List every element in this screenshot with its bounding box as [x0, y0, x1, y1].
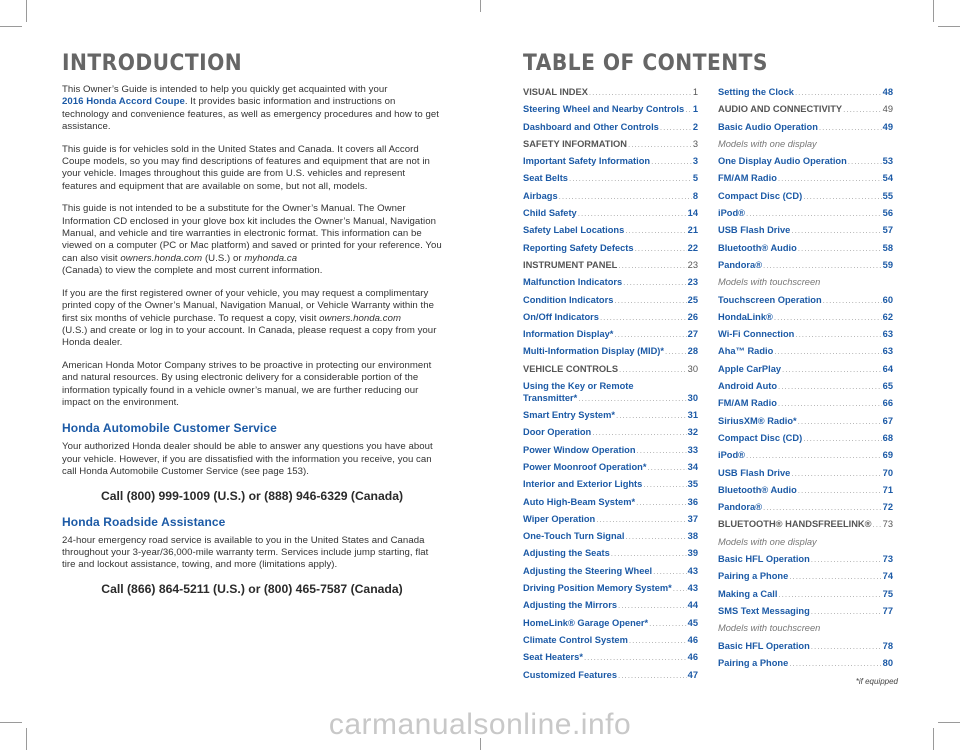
- toc-entry-title: On/Off Indicators: [523, 311, 599, 322]
- toc-entry-page: 72: [882, 502, 893, 513]
- toc-entry-page: 57: [882, 225, 893, 236]
- toc-entry[interactable]: [523, 326, 698, 343]
- toc-entry-page: 65: [882, 381, 893, 392]
- toc-entry[interactable]: [523, 649, 698, 666]
- dot-leader: [614, 292, 686, 309]
- dot-leader: [819, 119, 882, 136]
- toc-entry-page: 55: [882, 190, 893, 201]
- dot-leader: [763, 499, 882, 516]
- toc-entry-title: Compact Disc (CD): [718, 190, 803, 201]
- dot-leader: [791, 222, 881, 239]
- toc-entry-title: Transmitter*: [523, 393, 578, 404]
- toc-entry-title: Android Auto: [718, 381, 778, 392]
- dot-leader: [798, 240, 882, 257]
- dot-leader: [673, 580, 687, 597]
- toc-entry-title: Information Display*: [523, 329, 614, 340]
- toc-entry[interactable]: [718, 222, 893, 239]
- toc-entry[interactable]: [523, 580, 698, 597]
- toc-entry[interactable]: [523, 459, 698, 476]
- toc-entry[interactable]: [523, 545, 698, 562]
- toc-entry[interactable]: [523, 494, 698, 511]
- dot-leader: [803, 188, 881, 205]
- toc-subheading: [718, 274, 893, 291]
- dot-leader: [611, 545, 687, 562]
- dot-leader: [795, 84, 882, 101]
- dot-leader: [660, 119, 692, 136]
- toc-entry[interactable]: [718, 240, 893, 257]
- toc-entry[interactable]: [718, 482, 893, 499]
- toc-section: [523, 361, 698, 378]
- dot-leader: [618, 257, 686, 274]
- toc-entry-title: Using the Key or Remote: [523, 381, 634, 392]
- toc-entry-title: SAFETY INFORMATION: [523, 138, 627, 149]
- toc-entry-page: 26: [687, 311, 698, 322]
- toc-entry-title: Wiper Operation: [523, 513, 596, 524]
- toc-entry[interactable]: [718, 205, 893, 222]
- toc-entry-title: BLUETOOTH® HANDSFREELINK®: [718, 519, 872, 530]
- toc-entry-title: USB Flash Drive: [718, 225, 791, 236]
- toc-entry-page: 64: [882, 363, 893, 374]
- toc-entry-page: 73: [882, 554, 893, 565]
- toc-entry[interactable]: [718, 188, 893, 205]
- toc-entry[interactable]: [523, 632, 698, 649]
- dot-leader: [811, 603, 882, 620]
- toc-entry-page: 22: [687, 242, 698, 253]
- toc-entry[interactable]: [718, 84, 893, 101]
- toc-heading: TABLE OF CONTENTS: [523, 51, 768, 76]
- introduction-section: [62, 52, 442, 608]
- dot-leader: [778, 378, 882, 395]
- toc-entry[interactable]: [523, 528, 698, 545]
- dot-leader: [778, 170, 882, 187]
- toc-entry-title: Customized Features: [523, 669, 618, 680]
- dot-leader: [798, 413, 882, 430]
- toc-entry-title: HondaLink®: [718, 311, 773, 322]
- toc-entry-title: Auto High-Beam System*: [523, 496, 636, 507]
- toc-entry-title: iPod®: [718, 450, 745, 461]
- toc-entry-title: SMS Text Messaging: [718, 605, 810, 616]
- toc-entry-page: 35: [687, 479, 698, 490]
- dot-leader: [789, 655, 881, 672]
- toc-entry-title: FM/AM Radio: [718, 398, 777, 409]
- toc-entry-title: Making a Call: [718, 588, 778, 599]
- toc-entry-title: Pandora®: [718, 259, 763, 270]
- toc-entry-title: Multi-Information Display (MID)*: [523, 346, 664, 357]
- dot-leader: [614, 326, 686, 343]
- dot-leader: [584, 649, 687, 666]
- toc-entry-title: Safety Label Locations: [523, 225, 625, 236]
- dot-leader: [578, 393, 686, 405]
- toc-entry-page: 43: [687, 565, 698, 576]
- toc-entry-page: 69: [882, 450, 893, 461]
- toc-entry-page: 54: [882, 173, 893, 184]
- toc-entry[interactable]: [523, 170, 698, 187]
- toc-entry[interactable]: [523, 563, 698, 580]
- toc-entry-page: 62: [882, 311, 893, 322]
- owners-link[interactable]: owners.honda.com: [120, 252, 203, 264]
- toc-entry-page: 23: [687, 277, 698, 288]
- toc-subheading: [718, 136, 893, 153]
- toc-entry-page: 3: [692, 156, 698, 167]
- toc-entry[interactable]: [523, 119, 698, 136]
- dot-leader: [798, 482, 882, 499]
- toc-entry-page: 70: [882, 467, 893, 478]
- toc-entry-page: 45: [687, 617, 698, 628]
- dot-leader: [823, 292, 882, 309]
- toc-entry-page: 33: [687, 444, 698, 455]
- dot-leader: [665, 343, 687, 360]
- toc-entry[interactable]: [718, 378, 893, 395]
- intro-paragraph-4: If you are the first registered owner of your vehicle, you may request a complimentary printed copy of the Owner’s Manual, Navigation Manual, or Vehicle Warranty within the first six months of vehicle purchase. To request a copy, visit owners.honda.com (U.S.) and create or log in to your account. In Canada, please request a copy from your Honda dealer.: [62, 287, 437, 349]
- toc-entry[interactable]: [718, 170, 893, 187]
- toc-entry[interactable]: [718, 343, 893, 360]
- toc-entry-title: Power Window Operation: [523, 444, 636, 455]
- toc-entry[interactable]: [718, 153, 893, 170]
- toc-entry-page: 5: [692, 173, 698, 184]
- toc-entry[interactable]: [523, 309, 698, 326]
- toc-entry[interactable]: [718, 395, 893, 412]
- dot-leader: [619, 361, 687, 378]
- crop-mark: [938, 26, 960, 27]
- toc-entry-page: 30: [687, 393, 698, 404]
- toc-entry-title: Seat Belts: [523, 173, 568, 184]
- dot-leader: [791, 465, 881, 482]
- toc-entry-title: Power Moonroof Operation*: [523, 461, 647, 472]
- crop-mark: [0, 26, 22, 27]
- dot-leader: [873, 516, 882, 533]
- toc-entry-title: Basic HFL Operation: [718, 554, 810, 565]
- dot-leader: [685, 101, 692, 118]
- toc-entry-page: 2: [692, 121, 698, 132]
- toc-entry-title: Important Safety Information: [523, 156, 651, 167]
- toc-entry[interactable]: [523, 424, 698, 441]
- toc-entry[interactable]: [523, 153, 698, 170]
- toc-entry[interactable]: [523, 511, 698, 528]
- toc-entry-title: INSTRUMENT PANEL: [523, 259, 618, 270]
- dot-leader: [746, 447, 882, 464]
- toc-entry-page: 46: [687, 634, 698, 645]
- toc-entry[interactable]: [718, 586, 893, 603]
- dot-leader: [600, 309, 687, 326]
- intro-paragraph-1: This Owner’s Guide is intended to help you quickly get acquainted with your 2016 Honda Accord Coupe. It provides basic information and instructions on technology and convenience features, as well as emergency procedures and how to get assistance.: [62, 84, 439, 133]
- dot-leader: [811, 638, 882, 655]
- toc-entry-page: 66: [882, 398, 893, 409]
- toc-entry-title: Pandora®: [718, 502, 763, 513]
- toc-entry[interactable]: [718, 551, 893, 568]
- dot-leader: [625, 222, 686, 239]
- dot-leader: [635, 240, 687, 257]
- toc-entry-title: Airbags: [523, 190, 558, 201]
- toc-entry-title: Dashboard and Other Controls: [523, 121, 659, 132]
- intro-heading: INTRODUCTION: [62, 51, 243, 76]
- toc-entry-title: Adjusting the Seats: [523, 548, 610, 559]
- toc-entry-page: 73: [882, 519, 893, 530]
- toc-entry-title: Models with touchscreen: [718, 623, 821, 634]
- model-name: 2016 Honda Accord Coupe: [62, 96, 185, 108]
- toc-entry-page: 49: [882, 121, 893, 132]
- dot-leader: [782, 361, 882, 378]
- toc-entry-page: 31: [687, 410, 698, 421]
- toc-entry-page: 8: [692, 190, 698, 201]
- dot-leader: [774, 343, 881, 360]
- toc-entry-title: Steering Wheel and Nearby Controls: [523, 104, 685, 115]
- dot-leader: [618, 667, 687, 684]
- toc-entry-page: 30: [687, 363, 698, 374]
- toc-entry[interactable]: [718, 309, 893, 326]
- footnote: *if equipped: [855, 677, 898, 686]
- toc-entry-page: 49: [882, 104, 893, 115]
- toc-entry-page: 3: [692, 138, 698, 149]
- toc-entry-title: Basic Audio Operation: [718, 121, 818, 132]
- dot-leader: [795, 326, 881, 343]
- myhonda-link[interactable]: myhonda.ca: [244, 252, 298, 264]
- toc-entry-page: 14: [687, 208, 698, 219]
- toc-section: [718, 101, 893, 118]
- toc-entry-title: AUDIO AND CONNECTIVITY: [718, 104, 843, 115]
- crop-mark: [933, 0, 934, 22]
- dot-leader: [569, 170, 692, 187]
- toc-entry-title: One-Touch Turn Signal: [523, 531, 625, 542]
- toc-entry[interactable]: [523, 101, 698, 118]
- toc-entry-title: Basic HFL Operation: [718, 640, 810, 651]
- dot-leader: [592, 424, 686, 441]
- dot-leader: [625, 528, 686, 545]
- dot-leader: [803, 430, 881, 447]
- watermark: carmanualsonline.info: [328, 708, 632, 741]
- dot-leader: [578, 205, 687, 222]
- toc-entry-page: 23: [687, 259, 698, 270]
- toc-entry-title: Compact Disc (CD): [718, 432, 803, 443]
- toc-entry[interactable]: [718, 638, 893, 655]
- dot-leader: [789, 568, 881, 585]
- toc-entry-title: One Display Audio Operation: [718, 156, 847, 167]
- crop-mark: [26, 0, 27, 22]
- dot-leader: [636, 494, 687, 511]
- toc-entry-title: Touchscreen Operation: [718, 294, 822, 305]
- dot-leader: [778, 395, 882, 412]
- customer-service-heading: Honda Automobile Customer Service: [62, 421, 277, 436]
- toc-entry-page: 48: [882, 87, 893, 97]
- toc-entry-title: Adjusting the Mirrors: [523, 600, 618, 611]
- toc-entry-title: Pairing a Phone: [718, 571, 789, 582]
- toc-entry-title: Apple CarPlay: [718, 363, 782, 374]
- toc-entry-page: 67: [882, 415, 893, 426]
- toc-section: [523, 136, 698, 153]
- toc-entry[interactable]: [718, 292, 893, 309]
- toc-entry-title: Condition Indicators: [523, 294, 614, 305]
- toc-entry-page: 56: [882, 208, 893, 219]
- toc-column-2: [718, 84, 893, 684]
- toc-entry-page: 34: [687, 461, 698, 472]
- toc-entry-page: 63: [882, 346, 893, 357]
- toc-entry[interactable]: [523, 292, 698, 309]
- toc-entry-title: Wi-Fi Connection: [718, 329, 795, 340]
- dot-leader: [623, 274, 686, 291]
- toc-entry-page: 1: [692, 104, 698, 115]
- dot-leader: [763, 257, 882, 274]
- toc-entry-page: 37: [687, 513, 698, 524]
- dot-leader: [647, 459, 686, 476]
- toc-entry-title: Aha™ Radio: [718, 346, 774, 357]
- toc-section: [523, 257, 698, 274]
- toc-entry-title: Setting the Clock: [718, 87, 794, 97]
- toc-entry-page: 68: [882, 432, 893, 443]
- dot-leader: [618, 597, 687, 614]
- roadside-phone: Call (866) 864-5211 (U.S.) or (800) 465-7587 (Canada): [101, 581, 403, 596]
- toc-entry-page: 1: [692, 87, 698, 97]
- toc-entry-page: 75: [882, 588, 893, 599]
- toc-entry-title: Climate Control System: [523, 634, 628, 645]
- toc-entry-title: Interior and Exterior Lights: [523, 479, 643, 490]
- roadside-text: 24-hour emergency road service is available to you in the United States and Canada throughout your 3-year/36,000-mile warranty term. Services include jump starting, flat tire and lockout assistance, towing, and more (limitations apply).: [62, 534, 429, 571]
- toc-entry[interactable]: [523, 222, 698, 239]
- toc-entry-title: Pairing a Phone: [718, 657, 789, 668]
- toc-entry[interactable]: [718, 326, 893, 343]
- dot-leader: [811, 551, 882, 568]
- toc-entry[interactable]: [718, 603, 893, 620]
- toc-entry[interactable]: [718, 361, 893, 378]
- toc-entry-page: 60: [882, 294, 893, 305]
- toc-entry[interactable]: [523, 476, 698, 493]
- dot-leader: [774, 309, 882, 326]
- toc-entry-title: SiriusXM® Radio*: [718, 415, 797, 426]
- toc-entry-page: 58: [882, 242, 893, 253]
- toc-entry[interactable]: [523, 407, 698, 424]
- toc-entry-page: 28: [687, 346, 698, 357]
- toc-entry-page: 77: [882, 605, 893, 616]
- toc-entry[interactable]: [718, 119, 893, 136]
- toc-entry-page: 46: [687, 652, 698, 663]
- toc-entry[interactable]: [718, 257, 893, 274]
- toc-entry[interactable]: [718, 499, 893, 516]
- toc-entry-page: 25: [687, 294, 698, 305]
- toc-entry-title: Child Safety: [523, 208, 577, 219]
- dot-leader: [628, 136, 692, 153]
- toc-entry-title: Driving Position Memory System*: [523, 583, 672, 594]
- table-of-contents: [523, 52, 903, 684]
- dot-leader: [653, 563, 687, 580]
- toc-entry[interactable]: [718, 655, 893, 672]
- dot-leader: [559, 188, 692, 205]
- toc-entry[interactable]: [718, 568, 893, 585]
- toc-entry[interactable]: [523, 274, 698, 291]
- toc-entry-title: HomeLink® Garage Opener*: [523, 617, 649, 628]
- toc-section: [523, 84, 698, 101]
- dot-leader: [778, 586, 881, 603]
- toc-entry-title: Reporting Safety Defects: [523, 242, 634, 253]
- toc-entry-title: Malfunction Indicators: [523, 277, 623, 288]
- toc-entry-title: Models with one display: [718, 536, 817, 547]
- toc-entry-title: iPod®: [718, 208, 745, 219]
- toc-entry[interactable]: [523, 442, 698, 459]
- toc-entry-page: 63: [882, 329, 893, 340]
- toc-section: [718, 516, 893, 533]
- toc-subheading: [718, 534, 893, 551]
- intro-paragraph-5: American Honda Motor Company strives to be proactive in protecting our environment and natural resources. By using electronic delivery for a considerable portion of the information typically found in a vehicle owner’s manual, we are further reducing our impact on the environment.: [62, 359, 432, 408]
- dot-leader: [746, 205, 882, 222]
- toc-entry-page: 53: [882, 156, 893, 167]
- owners-link[interactable]: owners.honda.com: [319, 312, 402, 324]
- toc-entry[interactable]: [718, 430, 893, 447]
- dot-leader: [589, 84, 692, 101]
- toc-entry[interactable]: [523, 597, 698, 614]
- toc-entry[interactable]: [718, 447, 893, 464]
- intro-paragraph-2: This guide is for vehicles sold in the United States and Canada. It covers all Accord Coupe models, so you may find descriptions of features and equipment that are not in your vehicle. Images throughout this guide are from U.S. vehicles and represent features and equipment that are available on some, but not all, models.: [62, 143, 430, 192]
- toc-entry[interactable]: [523, 615, 698, 632]
- dot-leader: [629, 632, 687, 649]
- dot-leader: [643, 476, 686, 493]
- dot-leader: [637, 442, 687, 459]
- toc-entry-title: Bluetooth® Audio: [718, 242, 797, 253]
- crop-mark: [480, 0, 481, 12]
- toc-entry[interactable]: [523, 205, 698, 222]
- dot-leader: [596, 511, 686, 528]
- dot-leader: [616, 407, 687, 424]
- toc-entry[interactable]: [523, 378, 698, 407]
- toc-entry-title: Seat Heaters*: [523, 652, 583, 663]
- intro-paragraph-3: This guide is not intended to be a substitute for the Owner’s Manual. The Owner Information CD enclosed in your glove box kit includes the Owner’s Manual, Navigation Manual, and vehicle and tire warranties in electronic format. This information can be viewed on a computer (PC or Mac platform) and saved or printed for your reference. You can also visit owners.honda.com (U.S.) or myhonda.ca (Canada) to view the complete and most current information.: [62, 203, 442, 277]
- dot-leader: [651, 153, 692, 170]
- toc-entry-page: 47: [687, 669, 698, 680]
- toc-entry-page: 21: [687, 225, 698, 236]
- toc-entry-page: 71: [882, 484, 893, 495]
- toc-entry-page: 43: [687, 583, 698, 594]
- toc-entry[interactable]: [523, 667, 698, 684]
- dot-leader: [649, 615, 686, 632]
- toc-entry-title: Adjusting the Steering Wheel: [523, 565, 653, 576]
- toc-entry[interactable]: [718, 413, 893, 430]
- toc-entry-title: Door Operation: [523, 427, 592, 438]
- toc-subheading: [718, 620, 893, 637]
- toc-entry-title: Smart Entry System*: [523, 410, 615, 421]
- toc-entry-page: 39: [687, 548, 698, 559]
- toc-entry-title: Bluetooth® Audio: [718, 484, 797, 495]
- toc-entry-title: Models with touchscreen: [718, 277, 821, 288]
- toc-entry-title: Models with one display: [718, 138, 817, 149]
- toc-entry-page: 38: [687, 531, 698, 542]
- toc-entry-page: 80: [882, 657, 893, 668]
- toc-entry-page: 59: [882, 259, 893, 270]
- toc-entry-page: 78: [882, 640, 893, 651]
- dot-leader: [843, 101, 882, 118]
- toc-entry[interactable]: [523, 343, 698, 360]
- toc-entry-page: 32: [687, 427, 698, 438]
- toc-entry-page: 36: [687, 496, 698, 507]
- toc-entry-title: USB Flash Drive: [718, 467, 791, 478]
- customer-service-phone: Call (800) 999-1009 (U.S.) or (888) 946-6329 (Canada): [100, 488, 404, 503]
- toc-column-1: [523, 84, 698, 684]
- toc-entry-page: 44: [687, 600, 698, 611]
- toc-entry-page: 27: [687, 329, 698, 340]
- customer-service-text: Your authorized Honda dealer should be able to answer any questions you have about your vehicle. However, if you are dissatisfied with the information you receive, you can call Honda Automobile Customer Service (see page 153).: [62, 441, 433, 478]
- toc-entry-title: VEHICLE CONTROLS: [523, 363, 619, 374]
- toc-entry[interactable]: [718, 465, 893, 482]
- toc-entry[interactable]: [523, 188, 698, 205]
- toc-entry-title: VISUAL INDEX: [523, 87, 588, 97]
- toc-entry-title: FM/AM Radio: [718, 173, 777, 184]
- dot-leader: [848, 153, 882, 170]
- roadside-heading: Honda Roadside Assistance: [62, 514, 226, 529]
- toc-entry-page: 74: [882, 571, 893, 582]
- toc-entry[interactable]: [523, 240, 698, 257]
